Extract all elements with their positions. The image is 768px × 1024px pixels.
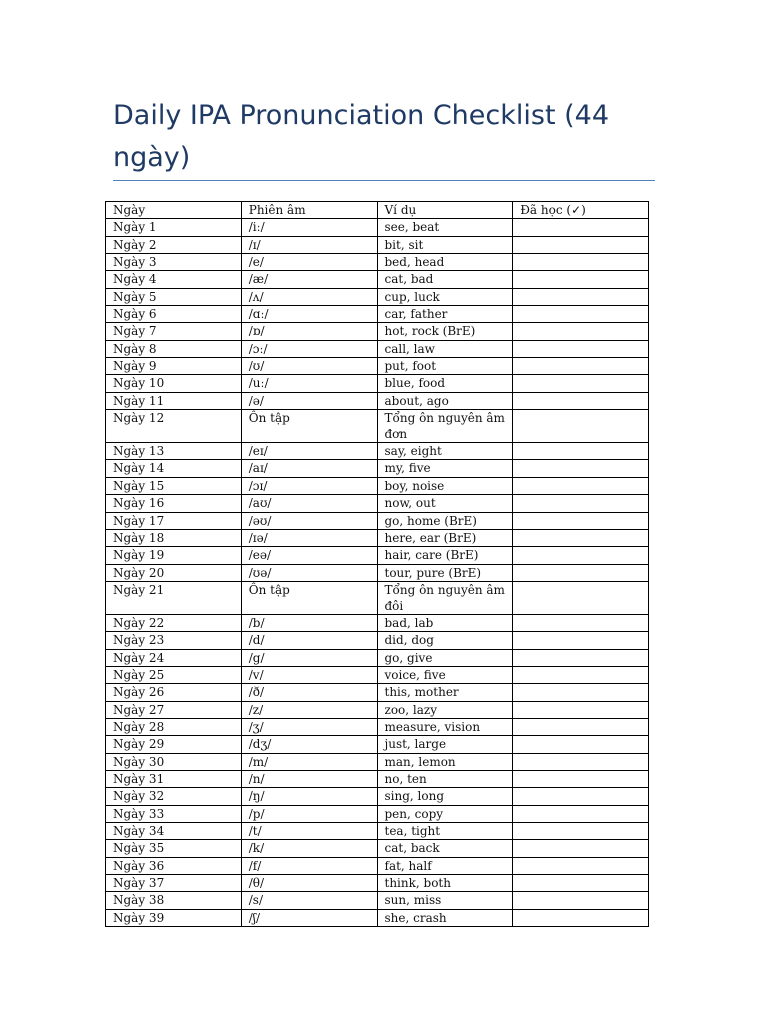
cell-day: Ngày 38 [106, 892, 242, 909]
cell-day: Ngày 23 [106, 632, 242, 649]
table-row [106, 684, 649, 701]
cell-day: Ngày 8 [106, 340, 242, 357]
cell-example: here, ear (BrE) [377, 529, 513, 546]
cell-learned[interactable] [513, 788, 649, 805]
table-row [106, 460, 649, 477]
table-row [106, 323, 649, 340]
table-row [106, 753, 649, 770]
cell-phonetic: /æ/ [241, 271, 377, 288]
cell-example: cat, back [377, 840, 513, 857]
cell-phonetic: /ʒ/ [241, 718, 377, 735]
cell-day: Ngày 34 [106, 823, 242, 840]
cell-learned[interactable] [513, 443, 649, 460]
cell-learned[interactable] [513, 840, 649, 857]
cell-phonetic: /ɪə/ [241, 529, 377, 546]
table-row [106, 909, 649, 926]
cell-day: Ngày 5 [106, 288, 242, 305]
cell-phonetic: Ôn tập [241, 410, 377, 443]
cell-phonetic: /k/ [241, 840, 377, 857]
cell-day: Ngày 31 [106, 770, 242, 787]
cell-day: Ngày 18 [106, 529, 242, 546]
cell-phonetic: /ə/ [241, 392, 377, 409]
cell-day: Ngày 15 [106, 477, 242, 494]
cell-day: Ngày 33 [106, 805, 242, 822]
cell-example: no, ten [377, 770, 513, 787]
title-divider [113, 180, 655, 181]
cell-day: Ngày 9 [106, 358, 242, 375]
cell-day: Ngày 2 [106, 236, 242, 253]
cell-example: see, beat [377, 219, 513, 236]
cell-day: Ngày 28 [106, 718, 242, 735]
cell-day: Ngày 19 [106, 547, 242, 564]
cell-learned[interactable] [513, 632, 649, 649]
cell-phonetic: /ɔɪ/ [241, 477, 377, 494]
cell-phonetic: /eɪ/ [241, 443, 377, 460]
cell-learned[interactable] [513, 392, 649, 409]
cell-example: now, out [377, 495, 513, 512]
table-row [106, 840, 649, 857]
cell-learned[interactable] [513, 614, 649, 631]
cell-example: did, dog [377, 632, 513, 649]
cell-day: Ngày 22 [106, 614, 242, 631]
table-row [106, 410, 649, 443]
cell-learned[interactable] [513, 666, 649, 683]
cell-day: Ngày 6 [106, 306, 242, 323]
cell-example: blue, food [377, 375, 513, 392]
cell-day: Ngày 3 [106, 254, 242, 271]
table-row [106, 649, 649, 666]
cell-example: hair, care (BrE) [377, 547, 513, 564]
cell-example: call, law [377, 340, 513, 357]
cell-day: Ngày 35 [106, 840, 242, 857]
cell-learned[interactable] [513, 547, 649, 564]
cell-learned[interactable] [513, 529, 649, 546]
cell-example: boy, noise [377, 477, 513, 494]
header-example: Ví dụ [377, 202, 513, 219]
table-row [106, 547, 649, 564]
table-header [106, 202, 649, 219]
cell-example: tea, tight [377, 823, 513, 840]
cell-day: Ngày 25 [106, 666, 242, 683]
cell-learned[interactable] [513, 358, 649, 375]
cell-phonetic: /e/ [241, 254, 377, 271]
cell-learned[interactable] [513, 564, 649, 581]
cell-learned[interactable] [513, 770, 649, 787]
cell-example: go, home (BrE) [377, 512, 513, 529]
cell-day: Ngày 27 [106, 701, 242, 718]
cell-phonetic: /ŋ/ [241, 788, 377, 805]
cell-learned[interactable] [513, 684, 649, 701]
cell-day: Ngày 24 [106, 649, 242, 666]
table-row [106, 736, 649, 753]
cell-phonetic: /ʊ/ [241, 358, 377, 375]
cell-day: Ngày 13 [106, 443, 242, 460]
cell-phonetic: /g/ [241, 649, 377, 666]
table-row [106, 875, 649, 892]
cell-day: Ngày 20 [106, 564, 242, 581]
cell-day: Ngày 37 [106, 875, 242, 892]
cell-phonetic: /aʊ/ [241, 495, 377, 512]
table-row [106, 632, 649, 649]
cell-day: Ngày 4 [106, 271, 242, 288]
cell-learned[interactable] [513, 581, 649, 614]
cell-day: Ngày 17 [106, 512, 242, 529]
cell-phonetic: /t/ [241, 823, 377, 840]
table-row [106, 340, 649, 357]
cell-day: Ngày 12 [106, 410, 242, 443]
table-row [106, 288, 649, 305]
cell-phonetic: /n/ [241, 770, 377, 787]
cell-day: Ngày 32 [106, 788, 242, 805]
cell-example: say, eight [377, 443, 513, 460]
table-row [106, 392, 649, 409]
page-title: Daily IPA Pronunciation Checklist (44 ngày) [113, 100, 610, 173]
cell-day: Ngày 39 [106, 909, 242, 926]
header-day: Ngày [106, 202, 242, 219]
cell-learned[interactable] [513, 219, 649, 236]
table-header-row [106, 202, 649, 219]
cell-phonetic: /ð/ [241, 684, 377, 701]
table-body [106, 219, 649, 927]
table-row [106, 358, 649, 375]
cell-phonetic: /iː/ [241, 219, 377, 236]
cell-example: think, both [377, 875, 513, 892]
table-row [106, 477, 649, 494]
cell-example: bed, head [377, 254, 513, 271]
table-row [106, 805, 649, 822]
table-row [106, 219, 649, 236]
cell-phonetic: /s/ [241, 892, 377, 909]
cell-learned[interactable] [513, 857, 649, 874]
cell-day: Ngày 26 [106, 684, 242, 701]
cell-day: Ngày 11 [106, 392, 242, 409]
cell-day: Ngày 29 [106, 736, 242, 753]
cell-example: sun, miss [377, 892, 513, 909]
cell-example: sing, long [377, 788, 513, 805]
table-row [106, 564, 649, 581]
cell-learned[interactable] [513, 753, 649, 770]
cell-example: put, foot [377, 358, 513, 375]
cell-example: bad, lab [377, 614, 513, 631]
cell-phonetic: /p/ [241, 805, 377, 822]
table-row [106, 823, 649, 840]
ipa-checklist-table [105, 201, 649, 927]
cell-learned[interactable] [513, 736, 649, 753]
table-row [106, 614, 649, 631]
cell-learned[interactable] [513, 805, 649, 822]
cell-phonetic: /b/ [241, 614, 377, 631]
cell-phonetic: /ʃ/ [241, 909, 377, 926]
cell-example: tour, pure (BrE) [377, 564, 513, 581]
cell-example: go, give [377, 649, 513, 666]
cell-day: Ngày 1 [106, 219, 242, 236]
cell-learned[interactable] [513, 323, 649, 340]
cell-phonetic: /ɔː/ [241, 340, 377, 357]
cell-example: this, mother [377, 684, 513, 701]
cell-example: hot, rock (BrE) [377, 323, 513, 340]
table-row [106, 443, 649, 460]
cell-example: Tổng ôn nguyên âm đôi [377, 581, 513, 614]
table-row [106, 529, 649, 546]
cell-learned[interactable] [513, 306, 649, 323]
cell-phonetic: /d/ [241, 632, 377, 649]
cell-learned[interactable] [513, 875, 649, 892]
cell-example: about, ago [377, 392, 513, 409]
cell-learned[interactable] [513, 512, 649, 529]
table-row [106, 892, 649, 909]
cell-day: Ngày 16 [106, 495, 242, 512]
cell-learned[interactable] [513, 410, 649, 443]
cell-example: pen, copy [377, 805, 513, 822]
cell-learned[interactable] [513, 271, 649, 288]
cell-example: voice, five [377, 666, 513, 683]
cell-learned[interactable] [513, 823, 649, 840]
table-row [106, 512, 649, 529]
cell-phonetic: /v/ [241, 666, 377, 683]
table-row [106, 254, 649, 271]
cell-learned[interactable] [513, 460, 649, 477]
cell-phonetic: /θ/ [241, 875, 377, 892]
cell-example: just, large [377, 736, 513, 753]
cell-learned[interactable] [513, 254, 649, 271]
cell-phonetic: /ɪ/ [241, 236, 377, 253]
cell-learned[interactable] [513, 495, 649, 512]
cell-example: my, five [377, 460, 513, 477]
cell-phonetic: /ʊə/ [241, 564, 377, 581]
table-row [106, 770, 649, 787]
cell-learned[interactable] [513, 236, 649, 253]
cell-day: Ngày 14 [106, 460, 242, 477]
table-row [106, 271, 649, 288]
table-row [106, 236, 649, 253]
cell-learned[interactable] [513, 649, 649, 666]
cell-phonetic: Ôn tập [241, 581, 377, 614]
cell-day: Ngày 7 [106, 323, 242, 340]
header-learned: Đã học (✓) [513, 202, 649, 219]
table-row [106, 701, 649, 718]
cell-learned[interactable] [513, 701, 649, 718]
table-row [106, 495, 649, 512]
cell-phonetic: /aɪ/ [241, 460, 377, 477]
cell-example: man, lemon [377, 753, 513, 770]
cell-example: cup, luck [377, 288, 513, 305]
cell-example: zoo, lazy [377, 701, 513, 718]
cell-example: fat, half [377, 857, 513, 874]
cell-learned[interactable] [513, 892, 649, 909]
table-row [106, 666, 649, 683]
cell-phonetic: /eə/ [241, 547, 377, 564]
table-row [106, 718, 649, 735]
cell-example: Tổng ôn nguyên âm đơn [377, 410, 513, 443]
cell-phonetic: /əʊ/ [241, 512, 377, 529]
cell-learned[interactable] [513, 288, 649, 305]
cell-phonetic: /uː/ [241, 375, 377, 392]
table-row [106, 375, 649, 392]
cell-example: she, crash [377, 909, 513, 926]
cell-phonetic: /dʒ/ [241, 736, 377, 753]
header-phonetic: Phiên âm [241, 202, 377, 219]
table-row [106, 581, 649, 614]
cell-learned[interactable] [513, 477, 649, 494]
cell-phonetic: /ʌ/ [241, 288, 377, 305]
table-row [106, 306, 649, 323]
cell-day: Ngày 21 [106, 581, 242, 614]
cell-example: bit, sit [377, 236, 513, 253]
cell-learned[interactable] [513, 909, 649, 926]
cell-phonetic: /ɒ/ [241, 323, 377, 340]
cell-learned[interactable] [513, 340, 649, 357]
cell-phonetic: /ɑː/ [241, 306, 377, 323]
cell-phonetic: /z/ [241, 701, 377, 718]
cell-learned[interactable] [513, 375, 649, 392]
cell-learned[interactable] [513, 718, 649, 735]
table-row [106, 788, 649, 805]
table-row [106, 857, 649, 874]
cell-example: car, father [377, 306, 513, 323]
cell-example: measure, vision [377, 718, 513, 735]
cell-example: cat, bad [377, 271, 513, 288]
cell-phonetic: /m/ [241, 753, 377, 770]
cell-phonetic: /f/ [241, 857, 377, 874]
cell-day: Ngày 10 [106, 375, 242, 392]
cell-day: Ngày 36 [106, 857, 242, 874]
cell-day: Ngày 30 [106, 753, 242, 770]
